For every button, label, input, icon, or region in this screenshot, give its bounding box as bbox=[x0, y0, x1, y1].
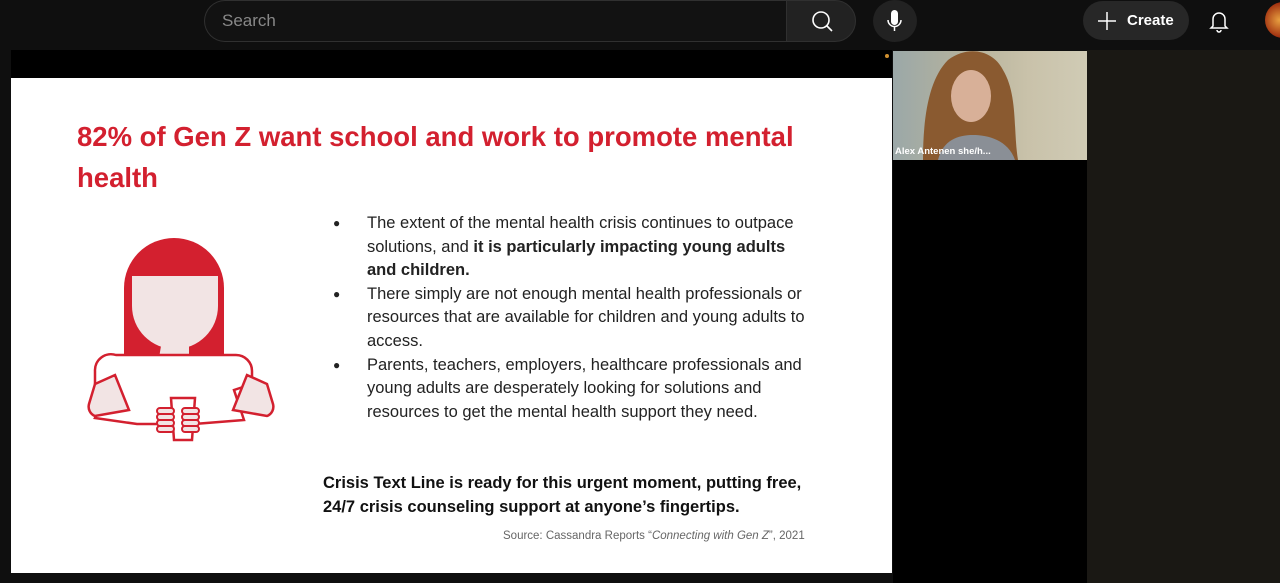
participant-name: Alex Antenen she/h... bbox=[895, 146, 991, 157]
bullet-text: The extent of the mental health crisis continues to outpace solutions, and bbox=[367, 214, 794, 256]
avatar[interactable] bbox=[1265, 2, 1280, 38]
source-citation bbox=[503, 530, 805, 542]
bullet-bold-text: it is particularly impacting young adults and children. bbox=[367, 237, 786, 280]
person-with-phone-illustration bbox=[81, 228, 281, 443]
mic-icon bbox=[873, 0, 917, 42]
create-button[interactable] bbox=[1083, 1, 1189, 40]
plus-icon bbox=[1097, 11, 1117, 31]
top-bar bbox=[0, 0, 1280, 50]
bullet-item bbox=[333, 354, 813, 425]
presentation-header bbox=[11, 50, 892, 78]
status-dot bbox=[885, 54, 889, 58]
call-to-action: Crisis Text Line is ready for this urgent moment, putting free, 24/7 crisis counseling support at anyone’s fingertips. bbox=[323, 474, 802, 516]
bell-icon[interactable] bbox=[1206, 8, 1232, 34]
participant-photo bbox=[893, 51, 1087, 160]
side-panel bbox=[1087, 50, 1280, 583]
participant-area bbox=[893, 160, 1087, 583]
source-suffix: ”, 2021 bbox=[768, 530, 805, 542]
participant-video[interactable] bbox=[893, 51, 1087, 160]
bullet-item bbox=[333, 283, 813, 354]
voice-search-button[interactable] bbox=[873, 0, 917, 42]
search-icon bbox=[787, 1, 857, 43]
slide-title: 82% of Gen Z want school and work to promote mental health bbox=[77, 121, 794, 193]
presentation-slide bbox=[11, 78, 892, 573]
bullet-list bbox=[333, 212, 813, 424]
bullet-item bbox=[333, 212, 813, 283]
source-prefix: Source: Cassandra Reports “ bbox=[503, 530, 652, 542]
create-label: Create bbox=[1127, 12, 1174, 29]
search-button[interactable] bbox=[786, 0, 856, 42]
search-input[interactable]: Search bbox=[204, 0, 786, 42]
bullet-text: There simply are not enough mental health professionals or resources that are available for children and young adults to access. bbox=[367, 284, 805, 350]
source-title: Connecting with Gen Z bbox=[651, 530, 769, 542]
bullet-text: Parents, teachers, employers, healthcare professionals and young adults are desperately looking for solutions and resources to get the mental health support they need. bbox=[367, 355, 802, 421]
